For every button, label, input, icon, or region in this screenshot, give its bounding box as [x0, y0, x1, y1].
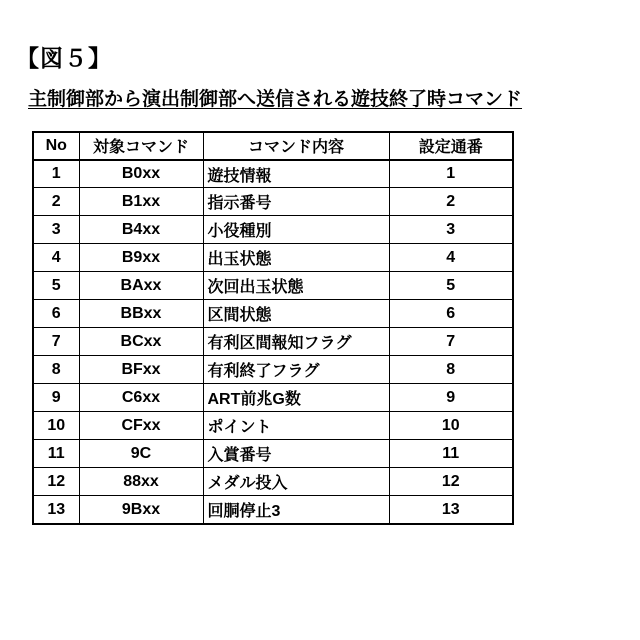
cell-no: 3 — [33, 216, 79, 244]
cell-no: 5 — [33, 272, 79, 300]
table-row — [33, 244, 513, 272]
table-row — [33, 188, 513, 216]
cell-no: 11 — [33, 440, 79, 468]
cell-setting: 3 — [389, 216, 513, 244]
table-header — [33, 132, 513, 160]
cell-command: B0xx — [79, 160, 203, 188]
cell-command: BBxx — [79, 300, 203, 328]
cell-description: 有利終了フラグ — [203, 356, 389, 384]
table-header-row — [33, 132, 513, 160]
cell-command: C6xx — [79, 384, 203, 412]
cell-description: 回胴停止3 — [203, 496, 389, 524]
cell-setting: 11 — [389, 440, 513, 468]
column-header-command: 対象コマンド — [79, 132, 203, 160]
cell-description: メダル投入 — [203, 468, 389, 496]
cell-setting: 8 — [389, 356, 513, 384]
cell-no: 9 — [33, 384, 79, 412]
table-row — [33, 328, 513, 356]
cell-command: B1xx — [79, 188, 203, 216]
column-header-no: No — [33, 132, 79, 160]
cell-no: 8 — [33, 356, 79, 384]
table-row — [33, 468, 513, 496]
cell-description: ART前兆G数 — [203, 384, 389, 412]
table-row — [33, 356, 513, 384]
cell-setting: 9 — [389, 384, 513, 412]
cell-command: B4xx — [79, 216, 203, 244]
cell-no: 10 — [33, 412, 79, 440]
cell-command: CFxx — [79, 412, 203, 440]
cell-setting: 4 — [389, 244, 513, 272]
cell-no: 12 — [33, 468, 79, 496]
cell-command: BAxx — [79, 272, 203, 300]
cell-command: BFxx — [79, 356, 203, 384]
cell-no: 7 — [33, 328, 79, 356]
table-row — [33, 412, 513, 440]
cell-setting: 7 — [389, 328, 513, 356]
table-row — [33, 440, 513, 468]
cell-description: ポイント — [203, 412, 389, 440]
cell-description: 区間状態 — [203, 300, 389, 328]
column-header-setting: 設定通番 — [389, 132, 513, 160]
cell-description: 次回出玉状態 — [203, 272, 389, 300]
table-row — [33, 496, 513, 524]
column-header-description: コマンド内容 — [203, 132, 389, 160]
table-row — [33, 300, 513, 328]
cell-description: 小役種別 — [203, 216, 389, 244]
cell-setting: 5 — [389, 272, 513, 300]
figure-label: 【図５】 — [16, 45, 112, 71]
cell-no: 1 — [33, 160, 79, 188]
cell-command: 9C — [79, 440, 203, 468]
cell-description: 遊技情報 — [203, 160, 389, 188]
cell-description: 指示番号 — [203, 188, 389, 216]
table-row — [33, 384, 513, 412]
figure-subtitle: 主制御部から演出制御部へ送信される遊技終了時コマンド — [28, 88, 523, 110]
cell-no: 6 — [33, 300, 79, 328]
cell-command: 88xx — [79, 468, 203, 496]
cell-description: 出玉状態 — [203, 244, 389, 272]
cell-setting: 6 — [389, 300, 513, 328]
cell-no: 4 — [33, 244, 79, 272]
cell-command: B9xx — [79, 244, 203, 272]
cell-description: 入賞番号 — [203, 440, 389, 468]
cell-no: 13 — [33, 496, 79, 524]
table-row — [33, 272, 513, 300]
cell-setting: 13 — [389, 496, 513, 524]
cell-command: BCxx — [79, 328, 203, 356]
command-table — [32, 131, 514, 525]
cell-setting: 1 — [389, 160, 513, 188]
table-row — [33, 160, 513, 188]
cell-description: 有利区間報知フラグ — [203, 328, 389, 356]
table-row — [33, 216, 513, 244]
cell-no: 2 — [33, 188, 79, 216]
cell-setting: 12 — [389, 468, 513, 496]
table-body — [33, 160, 513, 524]
cell-setting: 10 — [389, 412, 513, 440]
cell-command: 9Bxx — [79, 496, 203, 524]
cell-setting: 2 — [389, 188, 513, 216]
